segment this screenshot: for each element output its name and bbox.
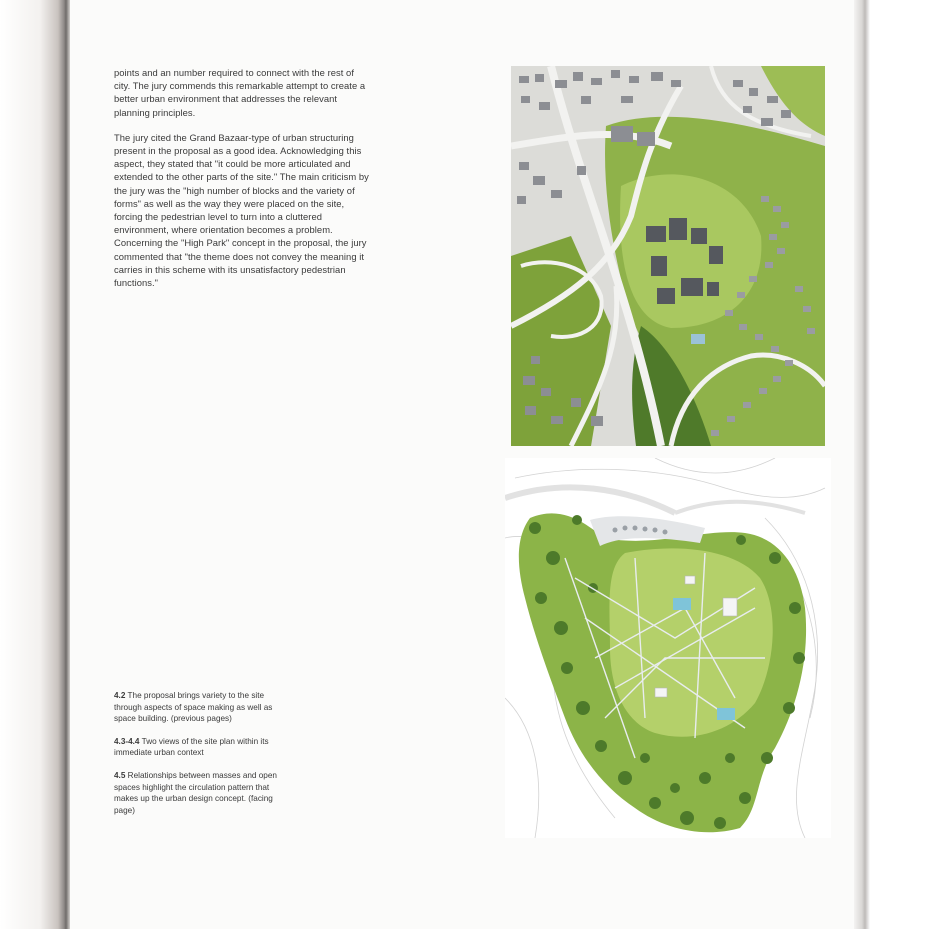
caption-number: 4.5 (114, 770, 126, 780)
caption-number: 4.2 (114, 691, 126, 700)
caption-4-2 (114, 690, 294, 725)
book-edge-right (854, 0, 929, 929)
aerial-site-plan-drawing (511, 66, 825, 446)
site-plan-drawing (505, 458, 831, 838)
site-plan-image (505, 458, 831, 838)
caption-text: Relationships between masses and open spaces highlight the circulation pattern that makes up the urban design concept. (facing page) (114, 770, 277, 815)
book-spine-left (0, 0, 70, 929)
aerial-site-plan-image (511, 66, 825, 446)
caption-number: 4.3-4.4 (114, 736, 140, 746)
body-paragraph-1: points and an number required to connect with the rest of city. The jury commends this remarkable attempt to create a better urban environment that addresses the relevant planning principles. (114, 67, 366, 118)
caption-text: The proposal brings variety to the site through aspects of space making as well as space building. (previous pages) (114, 691, 273, 724)
caption-text: Two views of the site plan within its immediate urban context (114, 736, 269, 758)
body-text (114, 66, 370, 301)
body-paragraph-2: The jury cited the Grand Bazaar-type of urban structuring present in the proposal as a good idea. Acknowledging this aspect, they stated that "it could be more articulated and extended to the other parts of the site." The main criticism by the jury was the "high number of blocks and the variety of forms" as well as the way they were placed on the site, forcing the pedestrian level to turn into a cluttered environment, where orientation becomes a problem. Concerning the "High Park" concept in the proposal, the jury commented that "the theme does not convey the meaning it carries in this scheme with its unsatisfactory pedestrian functions." (114, 131, 369, 289)
caption-4-3-4-4 (114, 736, 294, 759)
figure-captions (114, 690, 294, 827)
caption-4-5 (114, 770, 294, 816)
